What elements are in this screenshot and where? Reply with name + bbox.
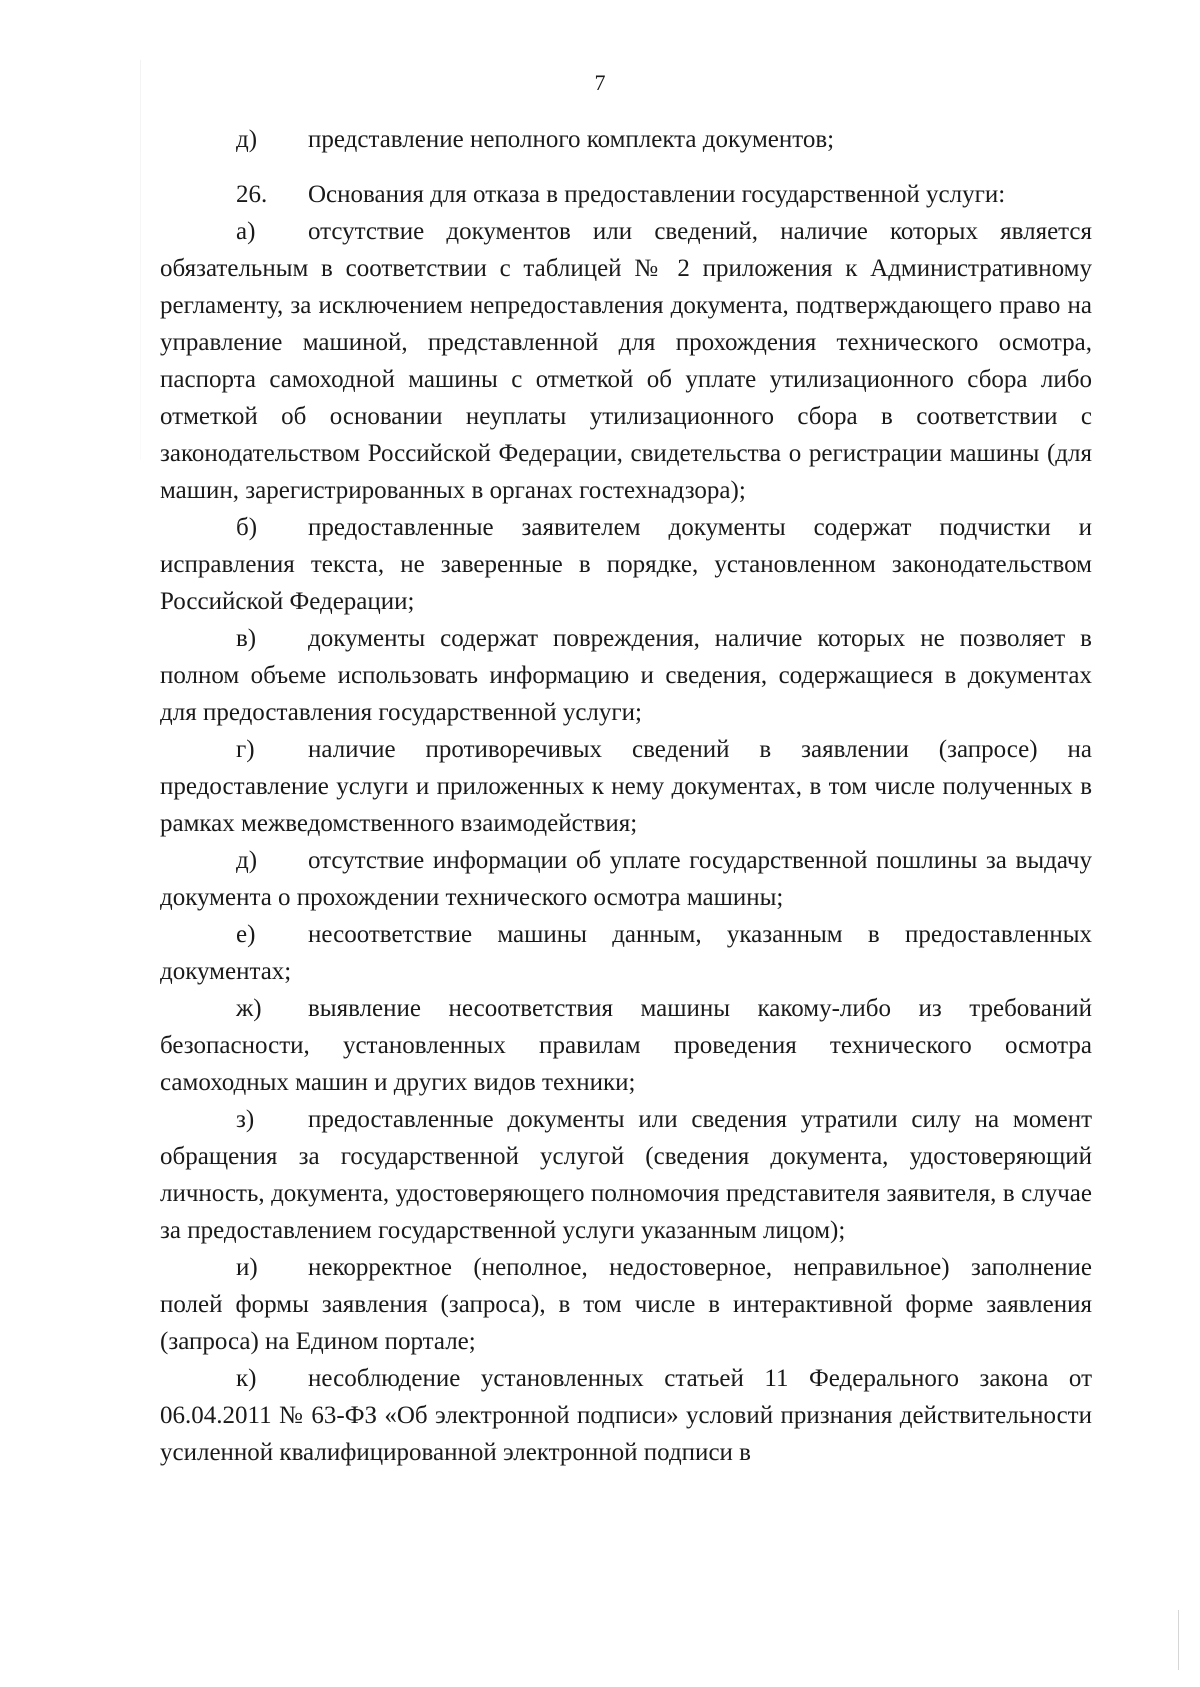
- paragraph-marker: б): [236, 514, 258, 541]
- document-body: [160, 121, 1092, 1471]
- paragraph-k: [160, 1360, 1092, 1471]
- section-number: 26.: [236, 181, 268, 208]
- paragraph-g: [160, 731, 1092, 842]
- paragraph-text: документы содержат повреждения, наличие которых не позволяет в полном объеме использовать информацию и сведения, содержащиеся в документах для предоставления государственной услуги;: [160, 625, 1092, 726]
- paragraph-a: [160, 213, 1092, 509]
- paragraph-marker: ж): [236, 995, 262, 1022]
- paragraph-marker: к): [236, 1365, 257, 1392]
- paragraph-d: [160, 842, 1092, 916]
- paragraph-b: [160, 509, 1092, 620]
- paragraph-marker: а): [236, 218, 256, 245]
- paragraph-marker: д): [236, 847, 258, 874]
- paragraph-text: представление неполного комплекта документов;: [308, 126, 835, 153]
- paragraph-marker: д): [236, 126, 258, 153]
- paragraph-marker: е): [236, 921, 256, 948]
- paragraph-marker: в): [236, 625, 257, 652]
- paragraph-text: отсутствие информации об уплате государственной пошлины за выдачу документа о прохождении технического осмотра машины;: [160, 847, 1092, 911]
- section-title: Основания для отказа в предоставлении государственной услуги:: [308, 181, 1006, 208]
- paragraph-v: [160, 620, 1092, 731]
- paragraph-text: предоставленные заявителем документы содержат подчистки и исправления текста, не заверенные в порядке, установленном законодательством Российской Федерации;: [160, 514, 1092, 615]
- paragraph-text: отсутствие документов или сведений, наличие которых является обязательным в соответствии с таблицей № 2 приложения к Административному регламенту, за исключением непредоставления документа, подтверждающего право на управление машиной, представленной для прохождения технического осмотра, паспорта самоходной машины с отметкой об уплате утилизационного сбора либо отметкой об основании неуплаты утилизационного сбора в соответствии с законодательством Российской Федерации, свидетельства о регистрации машины (для машин, зарегистрированных в органах гостехнадзора);: [160, 218, 1092, 504]
- paragraph-e: [160, 916, 1092, 990]
- scan-edge-mark: [1178, 1610, 1179, 1670]
- paragraph-i: [160, 1249, 1092, 1360]
- paragraph-text: несоблюдение установленных статьей 11 Федерального закона от 06.04.2011 № 63-ФЗ «Об электронной подписи» условий признания действительности усиленной квалифицированной электронной подписи в: [160, 1365, 1092, 1466]
- paragraph-text: предоставленные документы или сведения утратили силу на момент обращения за государственной услугой (сведения документа, удостоверяющий личность, документа, удостоверяющего полномочия представителя заявителя, в случае за предоставлением государственной услуги указанным лицом);: [160, 1106, 1092, 1244]
- paragraph-zh: [160, 990, 1092, 1101]
- paragraph-z: [160, 1101, 1092, 1249]
- paragraph-text: выявление несоответствия машины какому-либо из требований безопасности, установленных правилам проведения технического осмотра самоходных машин и других видов техники;: [160, 995, 1092, 1096]
- paragraph-text: несоответствие машины данным, указанным в предоставленных документах;: [160, 921, 1092, 985]
- paragraph-marker: з): [236, 1106, 255, 1133]
- page-number: 7: [594, 70, 606, 95]
- section-26-heading: [160, 176, 1092, 213]
- paragraph-marker: г): [236, 736, 255, 763]
- paragraph-d-incomplete-set: [160, 121, 1092, 158]
- paragraph-text: наличие противоречивых сведений в заявлении (запросе) на предоставление услуги и приложенных к нему документах, в том числе полученных в рамках межведомственного взаимодействия;: [160, 736, 1092, 837]
- paragraph-marker: и): [236, 1254, 258, 1281]
- scan-edge-shadow: [140, 60, 141, 460]
- paragraph-text: некорректное (неполное, недостоверное, неправильное) заполнение полей формы заявления (запроса), в том числе в интерактивной форме заявления (запроса) на Едином портале;: [160, 1254, 1092, 1355]
